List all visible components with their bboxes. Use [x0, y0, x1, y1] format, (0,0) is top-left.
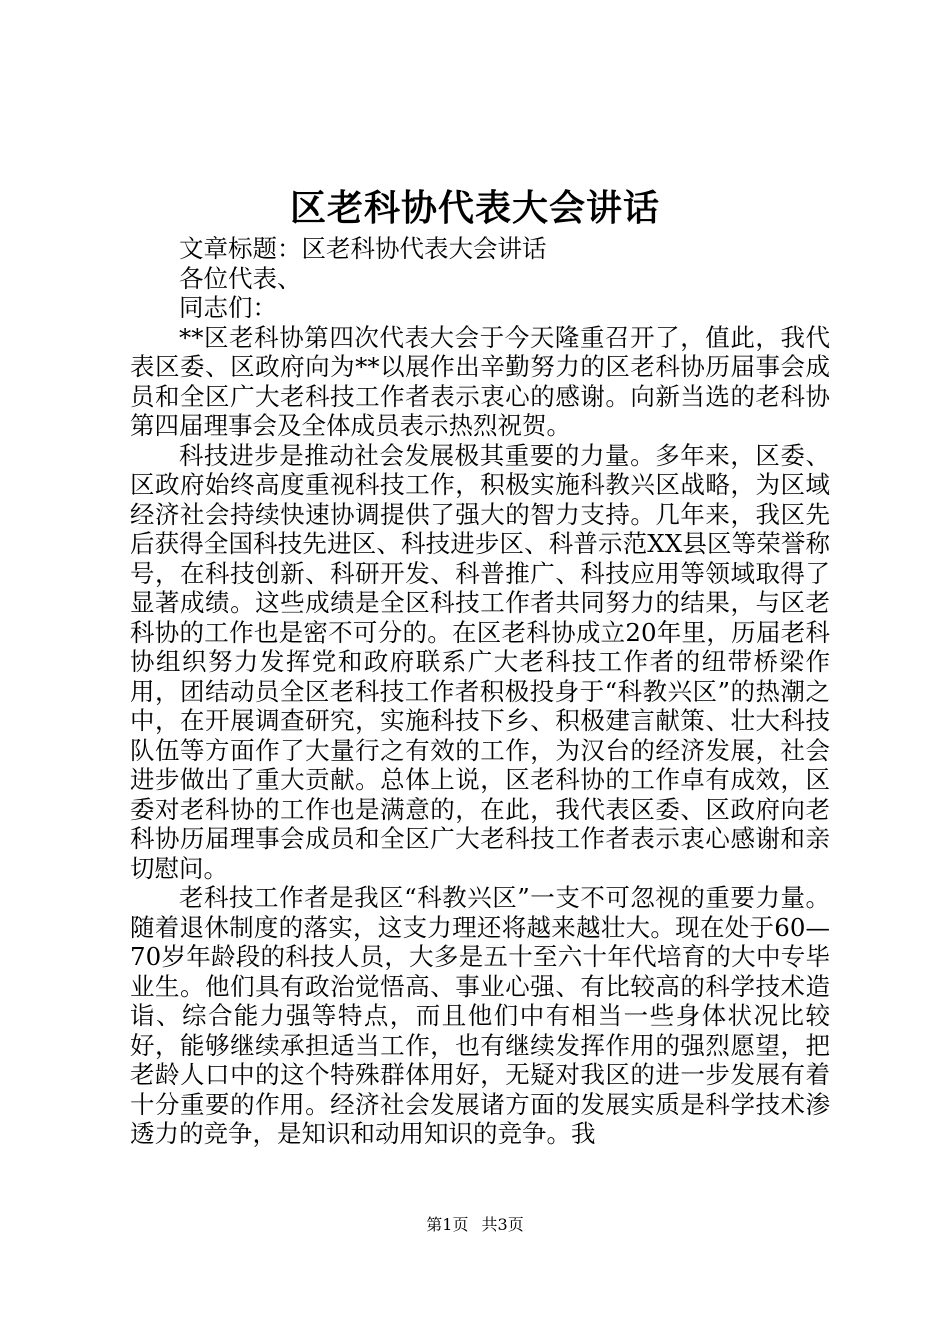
body-paragraph: 科技进步是推动社会发展极其重要的力量。多年来，区委、区政府始终高度重视科技工作，积极实施科教兴区战略，为区域经济社会持续快速协调提供了强大的智力支持。几年来，我区先后获得全国科技先进区、科技进步区、科普示范XX县区等荣誉称号，在科技创新、科研开发、科普推广、科技应用等领域取得了显著成绩。这些成绩是全区科技工作者共同努力的结果，与区老科协的工作也是密不可分的。在区老科协成立20年里，历届老科协组织努力发挥党和政府联系广大老科技工作者的纽带桥梁作用，团结动员全区老科技工作者积极投身于“科教兴区”的热潮之中，在开展调查研究，实施科技下乡、积极建言献策、壮大科技队伍等方面作了大量行之有效的工作，为汉台的经济发展，社会进步做出了重大贡献。总体上说，区老科协的工作卓有成效，区委对老科协的工作也是满意的，在此，我代表区委、区政府向老科协历届理事会成员和全区广大老科技工作者表示衷心感谢和亲切慰问。 — [130, 440, 830, 883]
document-body — [130, 234, 830, 1149]
body-paragraph: **区老科协第四次代表大会于今天隆重召开了，值此，我代表区委、区政府向为**以展作出辛勤努力的区老科协历届事会成员和全区广大老科技工作者表示衷心的感谢。向新当选的老科协第四届理事会及全体成员表示热烈祝贺。 — [130, 322, 830, 440]
body-paragraph: 老科技工作者是我区“科教兴区”一支不可忽视的重要力量。随着退休制度的落实，这支力理还将越来越壮大。现在处于60—70岁年龄段的科技人员，大多是五十至六十年代培育的大中专毕业生。他们具有政治觉悟高、事业心强、有比较高的科学技术造诣、综合能力强等特点，而且他们中有相当一些身体状况比较好，能够继续承担适当工作，也有继续发挥作用的强烈愿望，把老龄人口中的这个特殊群体用好，无疑对我区的进一步发展有着十分重要的作用。经济社会发展诸方面的发展实质是科学技术渗透力的竞争，是知识和动用知识的竞争。我 — [130, 883, 830, 1148]
page-number: 第1页 — [426, 1215, 469, 1234]
salutation-line: 同志们： — [179, 293, 277, 322]
document-title: 区老科协代表大会讲话 — [289, 187, 660, 229]
article-title-line: 文章标题：区老科协代表大会讲话 — [179, 234, 547, 263]
page-total: 共3页 — [481, 1215, 524, 1234]
page-footer — [0, 1214, 950, 1236]
salutation-line: 各位代表、 — [179, 263, 302, 293]
